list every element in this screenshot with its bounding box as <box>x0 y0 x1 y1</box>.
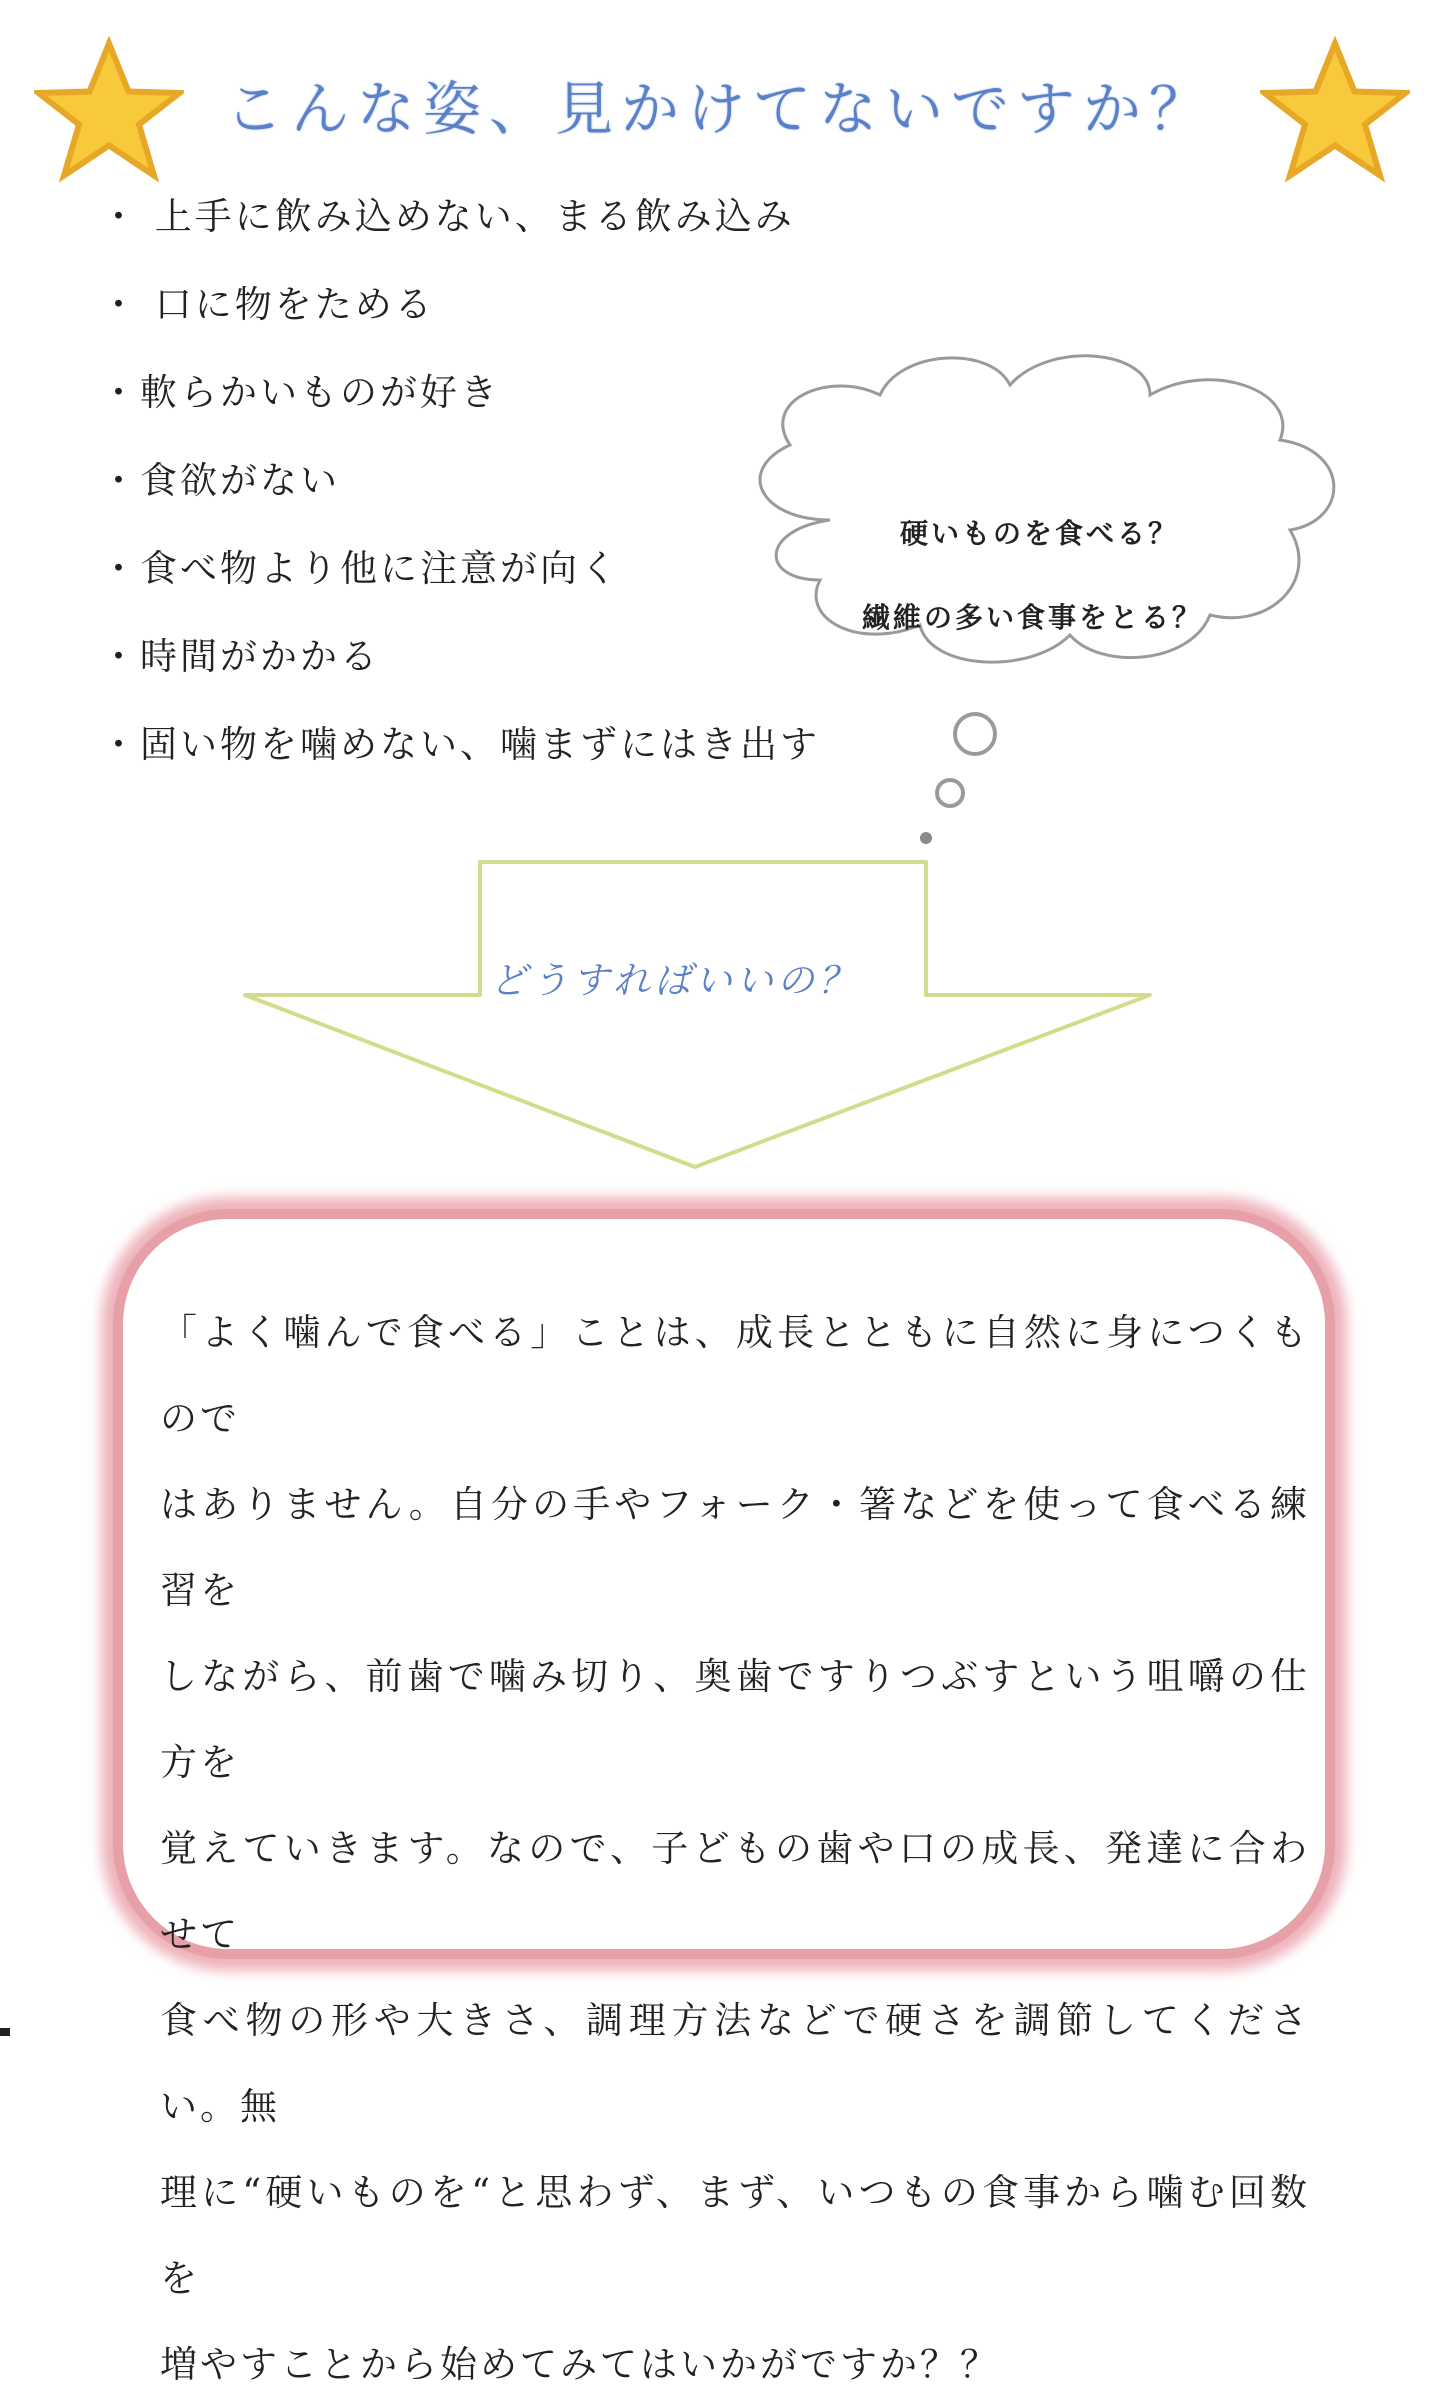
list-item: ・軟らかいものが好き <box>100 371 500 414</box>
list-item: ・食べ物より他に注意が向く <box>100 547 620 590</box>
arrow-label: どうすればいいの？ <box>490 959 859 1002</box>
thought-bubble-medium <box>937 780 963 806</box>
list-item: ・時間がかかる <box>100 635 380 678</box>
paragraph-line: はありません。自分の手やフォーク・箸などを使って食べる練習を <box>160 1483 1310 1612</box>
thought-bubble-large <box>955 714 995 754</box>
down-arrow <box>245 862 1150 1167</box>
thought-bubble-small <box>920 832 932 844</box>
list-item: ・固い物を噛めない、噛まずにはき出す <box>100 723 820 766</box>
list-item: ・ 口に物をためる <box>100 283 435 326</box>
paragraph-line: 覚えていきます。なので、子どもの歯や口の成長、発達に合わせて <box>160 1827 1310 1956</box>
thought-line-1: 硬いものを食べる？ <box>900 517 1180 550</box>
advice-paragraph <box>160 1290 1310 2408</box>
paragraph-line: 理に“硬いものを“と思わず、まず、いつもの食事から噛む回数を <box>160 2171 1310 2300</box>
list-item: ・食欲がない <box>100 459 340 502</box>
paragraph-line: 「よく噛んで食べる」ことは、成長とともに自然に身につくもので <box>160 1311 1310 1440</box>
list-item: ・ 上手に飲み込めない、まる飲み込み <box>100 195 795 238</box>
paragraph-line: しながら、前歯で噛み切り、奥歯ですりつぶすという咀嚼の仕方を <box>160 1655 1310 1784</box>
thought-line-2: 繊維の多い食事をとる？ <box>862 601 1204 634</box>
scan-mark <box>0 2028 10 2036</box>
paragraph-line: 増やすことから始めてみてはいかがですか？？ <box>160 2343 1000 2386</box>
paragraph-line: 食べ物の形や大きさ、調理方法などで硬さを調節してください。無 <box>160 1999 1310 2128</box>
page-title: こんな姿、見かけてないですか？ <box>224 75 1215 143</box>
